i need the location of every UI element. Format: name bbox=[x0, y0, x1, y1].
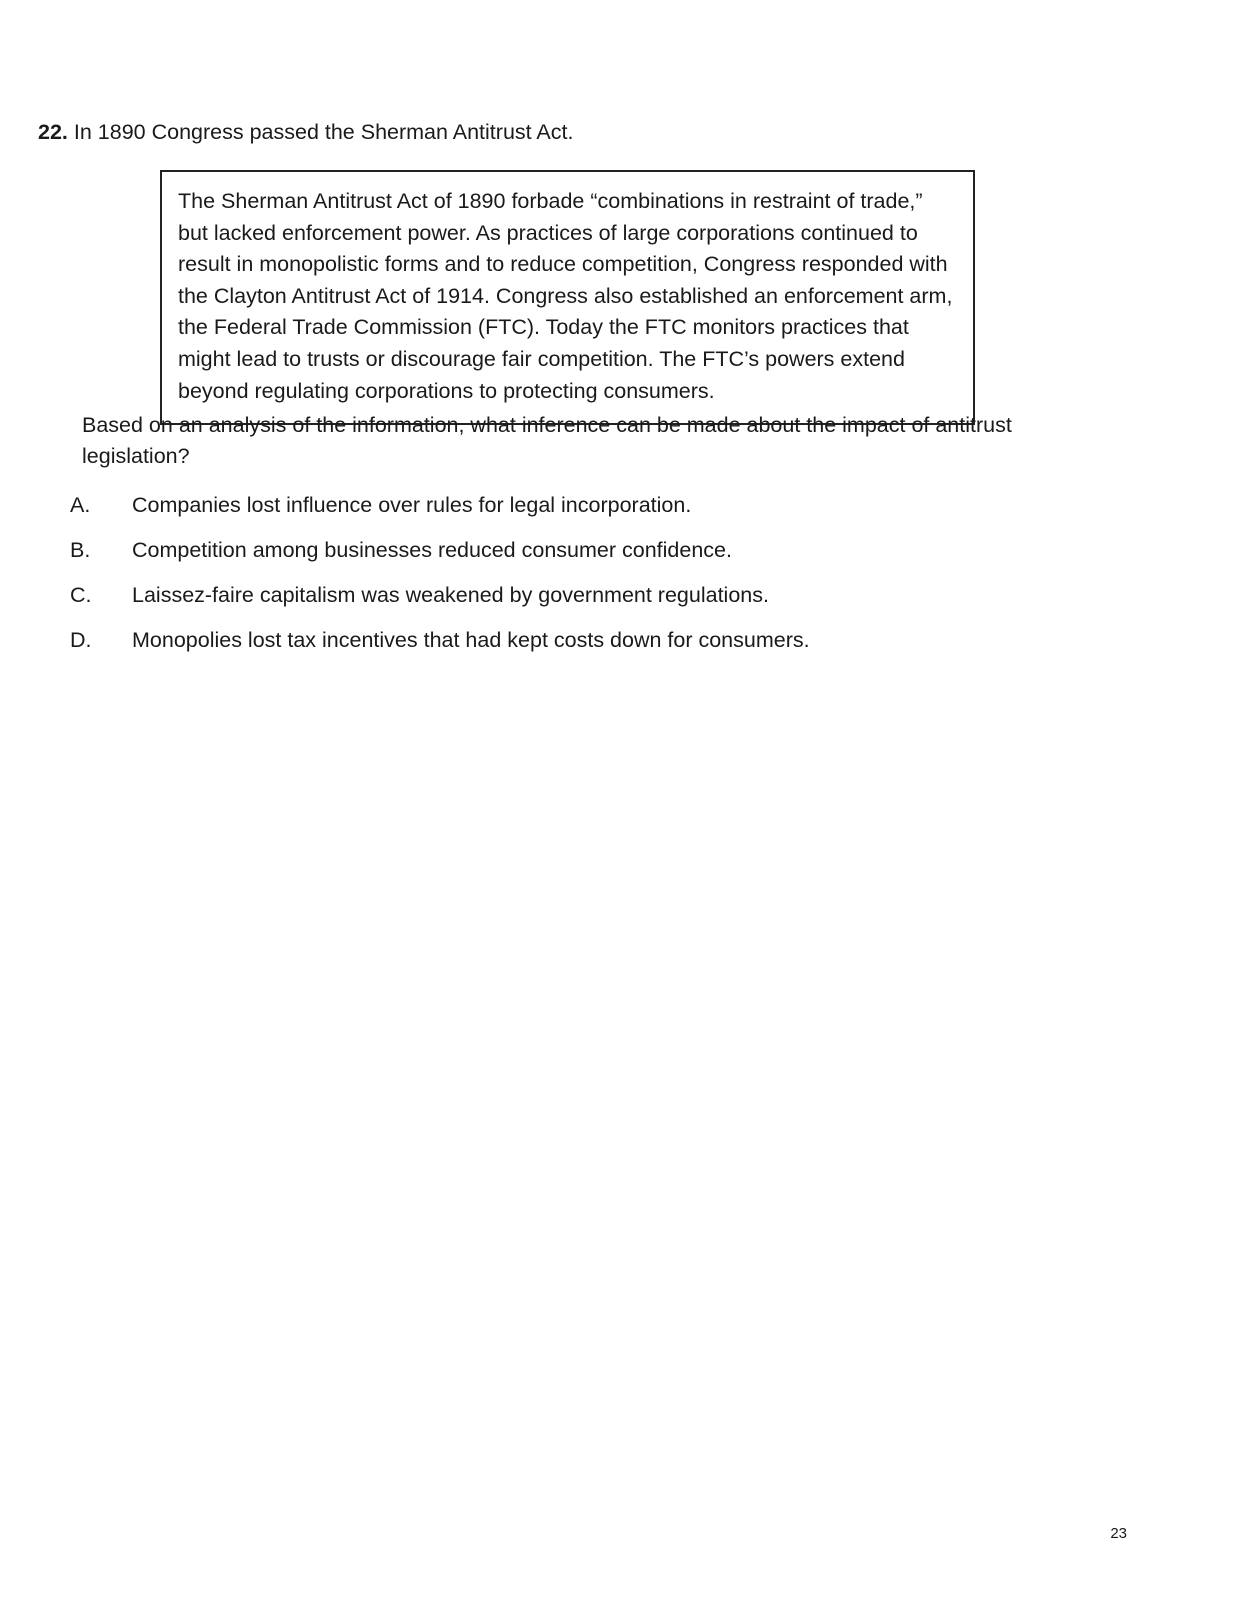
choice-letter: A. bbox=[70, 493, 91, 517]
answer-choice-a[interactable] bbox=[70, 492, 1130, 520]
answer-choice-d[interactable] bbox=[70, 627, 1130, 655]
choice-letter: D. bbox=[70, 627, 92, 652]
choice-text: Companies lost influence over rules for legal incorporation. bbox=[132, 493, 692, 517]
answer-choice-b[interactable] bbox=[70, 537, 1130, 565]
question-stem bbox=[38, 118, 1138, 147]
choice-text: Competition among businesses reduced consumer confidence. bbox=[132, 537, 732, 562]
choice-text: Monopolies lost tax incentives that had kept costs down for consumers. bbox=[132, 627, 810, 652]
choice-letter: B. bbox=[70, 537, 91, 562]
stimulus-text: The Sherman Antitrust Act of 1890 forbade “combinations in restraint of trade,” but lacked enforcement power. As practices of large corporations continued to result in monopolistic forms and to reduce competition, Congress responded with the Clayton Antitrust Act of 1914. Congress also established an enforcement arm, the Federal Trade Commission (FTC). Today the FTC monitors practices that might lead to trusts or discourage fair competition. The FTC’s powers extend beyond regulating corporations to protecting consumers. bbox=[178, 189, 953, 403]
stimulus-box bbox=[160, 170, 975, 425]
page-number: 23 bbox=[1110, 1525, 1127, 1542]
question-prompt: Based on an analysis of the information, what inference can be made about the impact of antitrust legislation? bbox=[82, 413, 1012, 469]
answer-choices bbox=[70, 492, 1130, 672]
question-stem-text: In 1890 Congress passed the Sherman Antitrust Act. bbox=[73, 120, 574, 144]
question-number: 22. bbox=[38, 120, 68, 144]
choice-text: Laissez-faire capitalism was weakened by government regulations. bbox=[132, 582, 769, 607]
choice-letter: C. bbox=[70, 582, 92, 607]
answer-choice-c[interactable] bbox=[70, 582, 1130, 610]
